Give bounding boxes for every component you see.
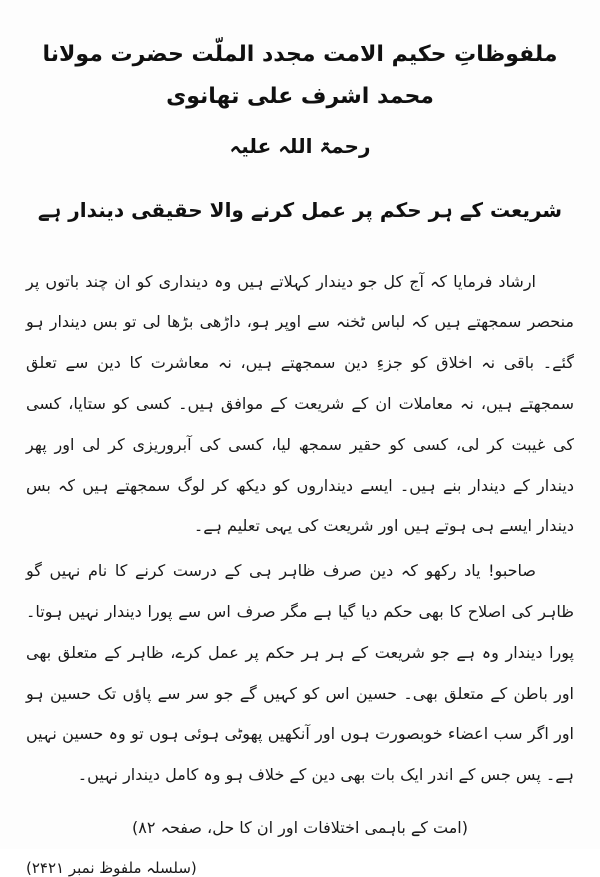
- series-number: (سلسلہ ملفوظ نمبر ۲۴۲۱): [26, 858, 197, 877]
- document-title: ملفوظاتِ حکیم الامت مجدد الملّت حضرت مولانا محمد اشرف علی تھانوی: [42, 42, 558, 109]
- body-paragraph-2: صاحبو! یاد رکھو کہ دین صرف ظاہر ہی کے درست کرنے کا نام نہیں گو ظاہر کی اصلاح کا بھی حکم دیا گیا ہے مگر صرف اس سے پورا دیندار نہیں ہوتا۔ پورا دیندار وہ ہے جو شریعت کے ہر ہر حکم پر عمل کرے، ظاہر کے متعلق بھی اور باطن کے متعلق بھی۔ حسین اس کو کہیں گے جو سر سے پاؤں تک حسین ہو اور اگر سب اعضاء خوبصورت ہوں اور آنکھیں پھوٹی ہوئی ہوں تو وہ حسین نہیں ہے۔ پس جس کے اندر ایک بات بھی دین کے خلاف ہو وہ کامل دیندار نہیں۔: [26, 561, 574, 785]
- body-paragraph-1: ارشاد فرمایا کہ آج کل جو دیندار کہلاتے ہیں وہ دینداری کو ان چند باتوں پر منحصر سمجھتے ہیں کہ لباس ٹخنہ سے اوپر ہو، داڑھی بڑھا لی تو بس دیندار ہو گئے۔ باقی نہ اخلاق کو جزءِ دین سمجھتے ہیں، نہ معاشرت کا دین سے تعلق سمجھتے ہیں، نہ معاملات ان کے شریعت کے موافق ہیں۔ کسی کو ستایا، کسی کی غیبت کر لی، کسی کو حقیر سمجھ لیا، کسی کی آبروریزی کر لی اور پھر دیندار کے دیندار بنے ہیں۔ ایسے دینداروں کو دیکھ کر لوگ سمجھتے ہیں کہ بس دیندار ایسے ہی ہوتے ہیں اور شریعت کی یہی تعلیم ہے۔: [26, 271, 574, 536]
- section-heading: شریعت کے ہر حکم پر عمل کرنے والا حقیقی دیندار ہے: [37, 197, 563, 222]
- title-block: [26, 34, 574, 158]
- citation-reference: (امت کے باہمی اختلافات اور ان کا حل، صفحہ ۸۲): [132, 817, 468, 837]
- document-subtitle: رحمۃ اللہ علیہ: [229, 133, 371, 158]
